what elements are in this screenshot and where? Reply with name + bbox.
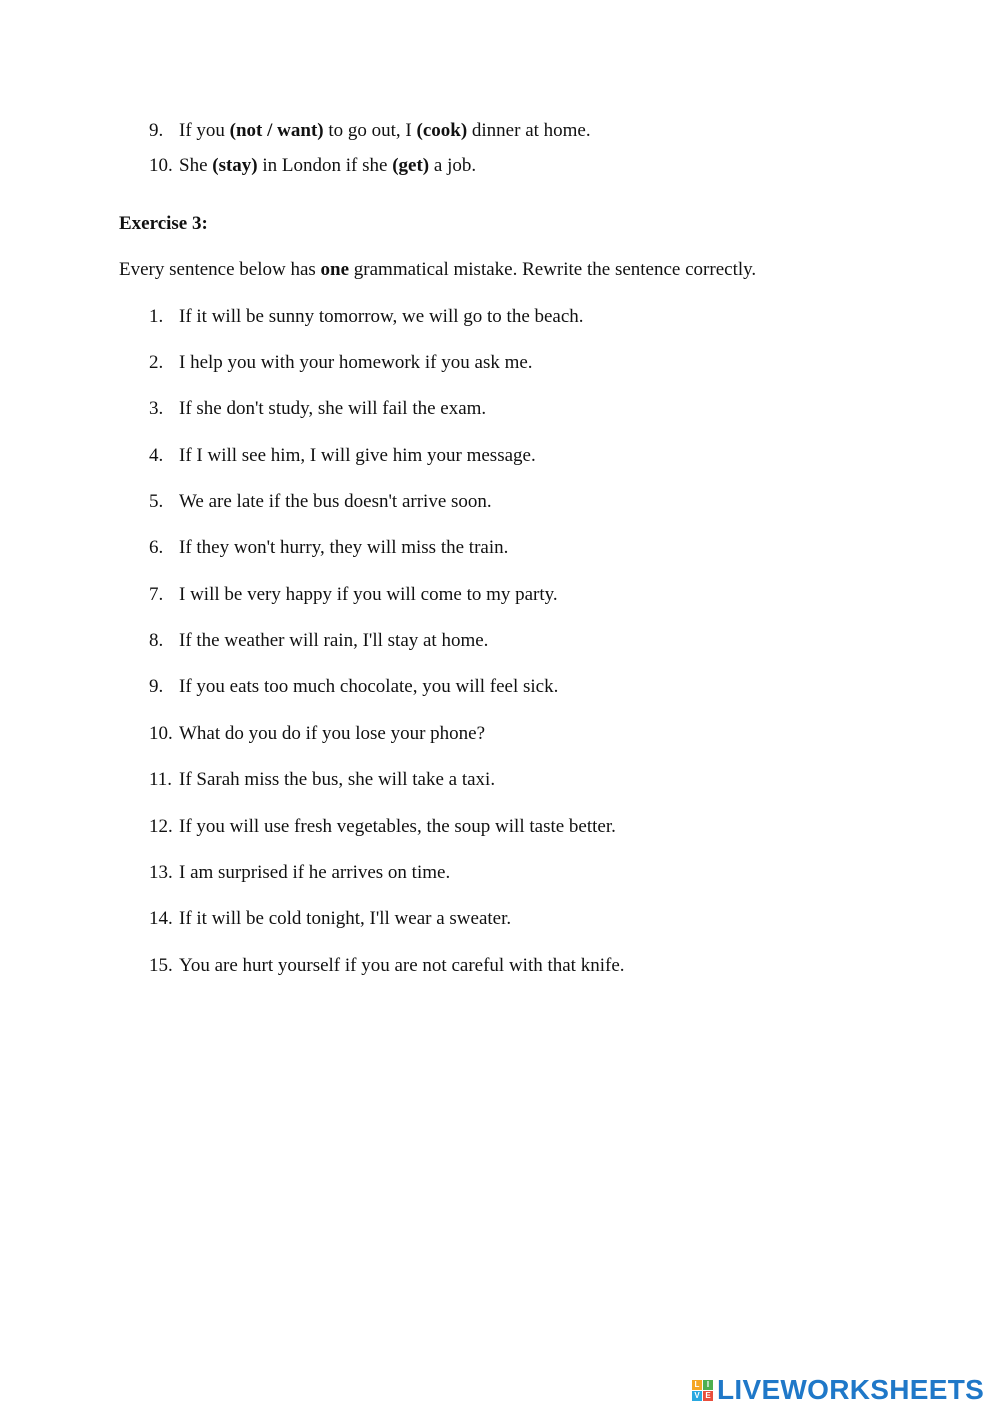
- logo-text: LIVEWORKSHEETS: [717, 1374, 985, 1405]
- item-text: You are hurt yourself if you are not careful with that knife.: [179, 955, 625, 976]
- text-segment: a job.: [429, 155, 477, 176]
- instruction-text: grammatical mistake. Rewrite the sentence correctly.: [349, 259, 757, 280]
- item-number: 6.: [149, 537, 164, 558]
- top-item-number: 10.: [149, 155, 173, 176]
- text-segment: in London if she: [257, 155, 393, 176]
- logo-mark-letter: I: [703, 1380, 713, 1390]
- instruction-emphasis: one: [320, 259, 350, 280]
- item-text: If you will use fresh vegetables, the soup will taste better.: [179, 816, 616, 837]
- item-text: I am surprised if he arrives on time.: [179, 862, 451, 883]
- item-text: If she don't study, she will fail the exam.: [179, 398, 487, 419]
- exercise-instructions: [119, 258, 756, 282]
- top-item-number: 9.: [149, 120, 164, 141]
- verb-hint: (cook): [416, 120, 468, 141]
- item-text: If I will see him, I will give him your message.: [179, 445, 536, 466]
- verb-hint: (not / want): [229, 120, 324, 141]
- item-text: We are late if the bus doesn't arrive soon.: [179, 491, 492, 512]
- item-text: If Sarah miss the bus, she will take a taxi.: [179, 769, 496, 790]
- item-number: 11.: [149, 769, 173, 790]
- item-text: If they won't hurry, they will miss the train.: [179, 537, 509, 558]
- item-text: I help you with your homework if you ask me.: [179, 352, 533, 373]
- item-text: What do you do if you lose your phone?: [179, 723, 486, 744]
- item-number: 14.: [149, 908, 173, 929]
- item-number: 3.: [149, 398, 164, 419]
- text-segment: to go out, I: [323, 120, 417, 141]
- item-number: 9.: [149, 676, 164, 697]
- item-number: 8.: [149, 630, 164, 651]
- item-text: If it will be sunny tomorrow, we will go to the beach.: [179, 306, 584, 327]
- verb-hint: (get): [392, 155, 430, 176]
- text-segment: She: [179, 155, 213, 176]
- item-number: 12.: [149, 816, 173, 837]
- item-number: 4.: [149, 445, 164, 466]
- item-number: 10.: [149, 723, 173, 744]
- logo-mark-icon: [692, 1380, 713, 1401]
- text-segment: If you: [179, 120, 230, 141]
- item-number: 13.: [149, 862, 173, 883]
- item-text: If it will be cold tonight, I'll wear a sweater.: [179, 908, 512, 929]
- liveworksheets-logo: [692, 1375, 984, 1405]
- item-number: 1.: [149, 306, 164, 327]
- item-number: 5.: [149, 491, 164, 512]
- text-segment: dinner at home.: [467, 120, 591, 141]
- item-text: I will be very happy if you will come to my party.: [179, 584, 558, 605]
- top-item-text: [179, 154, 476, 178]
- logo-mark-letter: V: [692, 1391, 702, 1401]
- item-text: If you eats too much chocolate, you will feel sick.: [179, 676, 559, 697]
- top-item-text: [179, 119, 591, 143]
- logo-mark-letter: L: [692, 1380, 702, 1390]
- item-text: If the weather will rain, I'll stay at home.: [179, 630, 489, 651]
- item-number: 7.: [149, 584, 164, 605]
- item-number: 2.: [149, 352, 164, 373]
- verb-hint: (stay): [212, 155, 258, 176]
- exercise-heading: Exercise 3:: [119, 213, 208, 234]
- logo-mark-letter: E: [703, 1391, 713, 1401]
- item-number: 15.: [149, 955, 173, 976]
- instruction-text: Every sentence below has: [119, 259, 321, 280]
